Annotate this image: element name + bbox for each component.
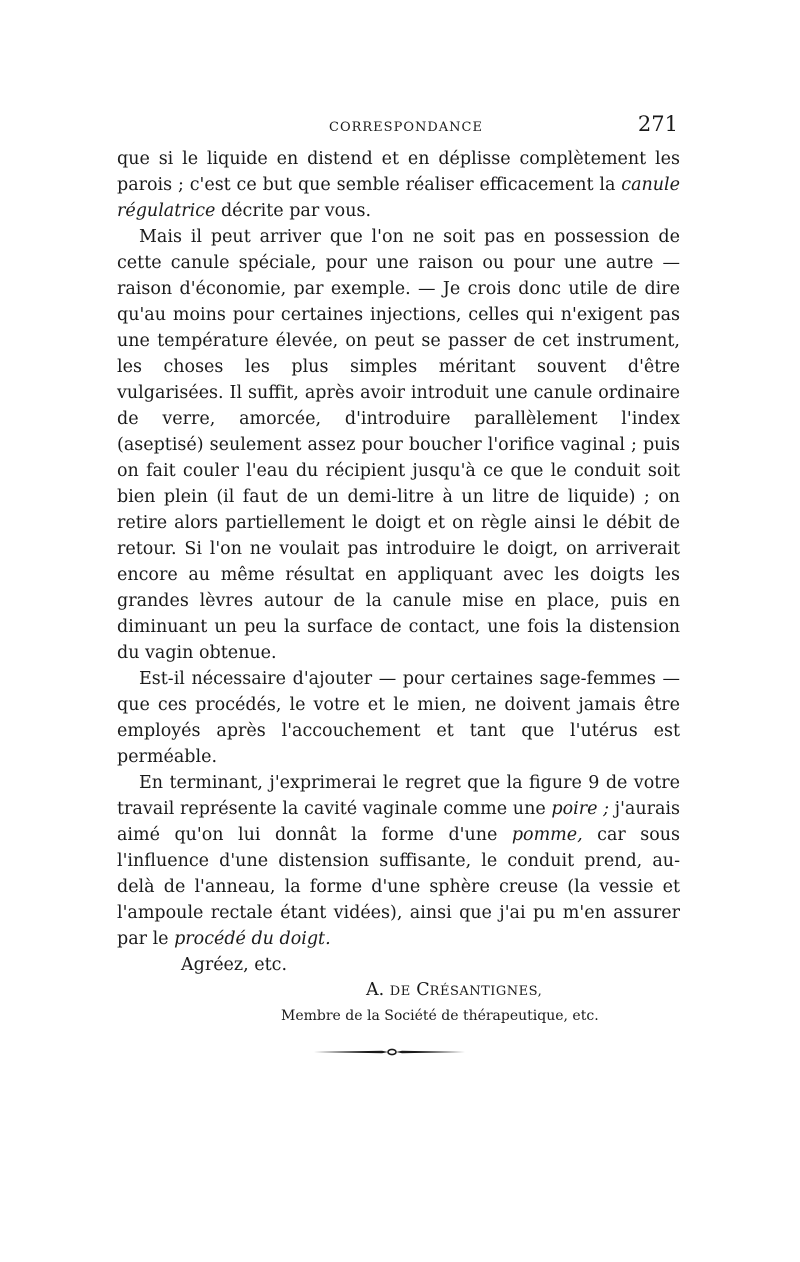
signature-name-first-letter: C <box>416 980 430 1000</box>
page-number: 271 <box>637 112 678 136</box>
paragraph-4-text-a: En terminant, j'exprimerai le regret que la figure 9 de votre travail représente la cavité vaginale comme une <box>117 773 680 819</box>
running-title: CORRESPONDANCE <box>329 120 483 135</box>
paragraph-4-emphasis-a: poire ; <box>551 799 609 819</box>
end-ornament-icon <box>312 1046 467 1058</box>
paragraph-4-emphasis-c: procédé du doigt. <box>174 929 331 949</box>
paragraph-1-emphasis: canule régulatrice <box>117 175 680 221</box>
signature-particle: DE <box>389 984 411 999</box>
body-text <box>117 146 680 952</box>
paragraph-2: Mais il peut arriver que l'on ne soit pas en possession de cette canule spéciale, pour une raison ou pour une autre — raison d'économie, par exemple. — Je crois donc utile de dire qu'au moins pour certaines injections, celles qui n'exigent pas une température élevée, on peut se passer de cet instrument, les choses les plus simples méritant souvent d'être vulgarisées. Il suffit, après avoir introduit une canule ordinaire de verre, amorcée, d'introduire parallèlement l'index (aseptisé) seulement assez pour boucher l'orifice vaginal ; puis on fait couler l'eau du récipient jusqu'à ce que le conduit soit bien plein (il faut de un demi-litre à un litre de liquide) ; on retire alors partiellement le doigt et on règle ainsi le débit de retour. Si l'on ne voulait pas introduire le doigt, on arriverait encore au même résultat en appliquant avec les doigts les grandes lèvres autour de la canule mise en place, puis en diminuant un peu la surface de contact, une fois la distension du vagin obtenue. <box>117 227 680 663</box>
paragraph-4-text-c: car sous l'influence d'une distension suffisante, le conduit prend, au-delà de l'anneau, la forme d'une sphère creuse (la vessie et l'ampoule rectale étant vidées), ainsi que j'ai pu m'en assurer par le <box>117 825 680 949</box>
signature <box>366 978 680 1004</box>
paragraph-4-emphasis-b: pomme, <box>511 825 583 845</box>
signature-affiliation: Membre de la Société de thérapeutique, etc. <box>281 1008 599 1024</box>
paragraph-1-text-b: décrite par vous. <box>215 201 372 221</box>
paragraph-3: Est-il nécessaire d'ajouter — pour certaines sage-femmes — que ces procédés, le votre et le mien, ne doivent jamais être employés après l'accouchement et tant que l'utérus est perméable. <box>117 669 680 767</box>
signature-name-rest: RÉSANTIGNES, <box>429 984 543 999</box>
closing-salutation: Agréez, etc. <box>181 955 288 975</box>
paragraph-4 <box>117 770 680 952</box>
page-header <box>117 112 680 146</box>
paragraph-4-text-b: j'aurais aimé qu'on lui donnât la forme d'une <box>117 799 680 845</box>
book-page <box>117 112 680 1058</box>
signature-initial: A. <box>366 980 385 1000</box>
paragraph-1-text-a: que si le liquide en distend et en déplisse complètement les parois ; c'est ce but que semble réaliser efficacement la <box>117 149 680 195</box>
paragraph-1 <box>117 146 680 224</box>
